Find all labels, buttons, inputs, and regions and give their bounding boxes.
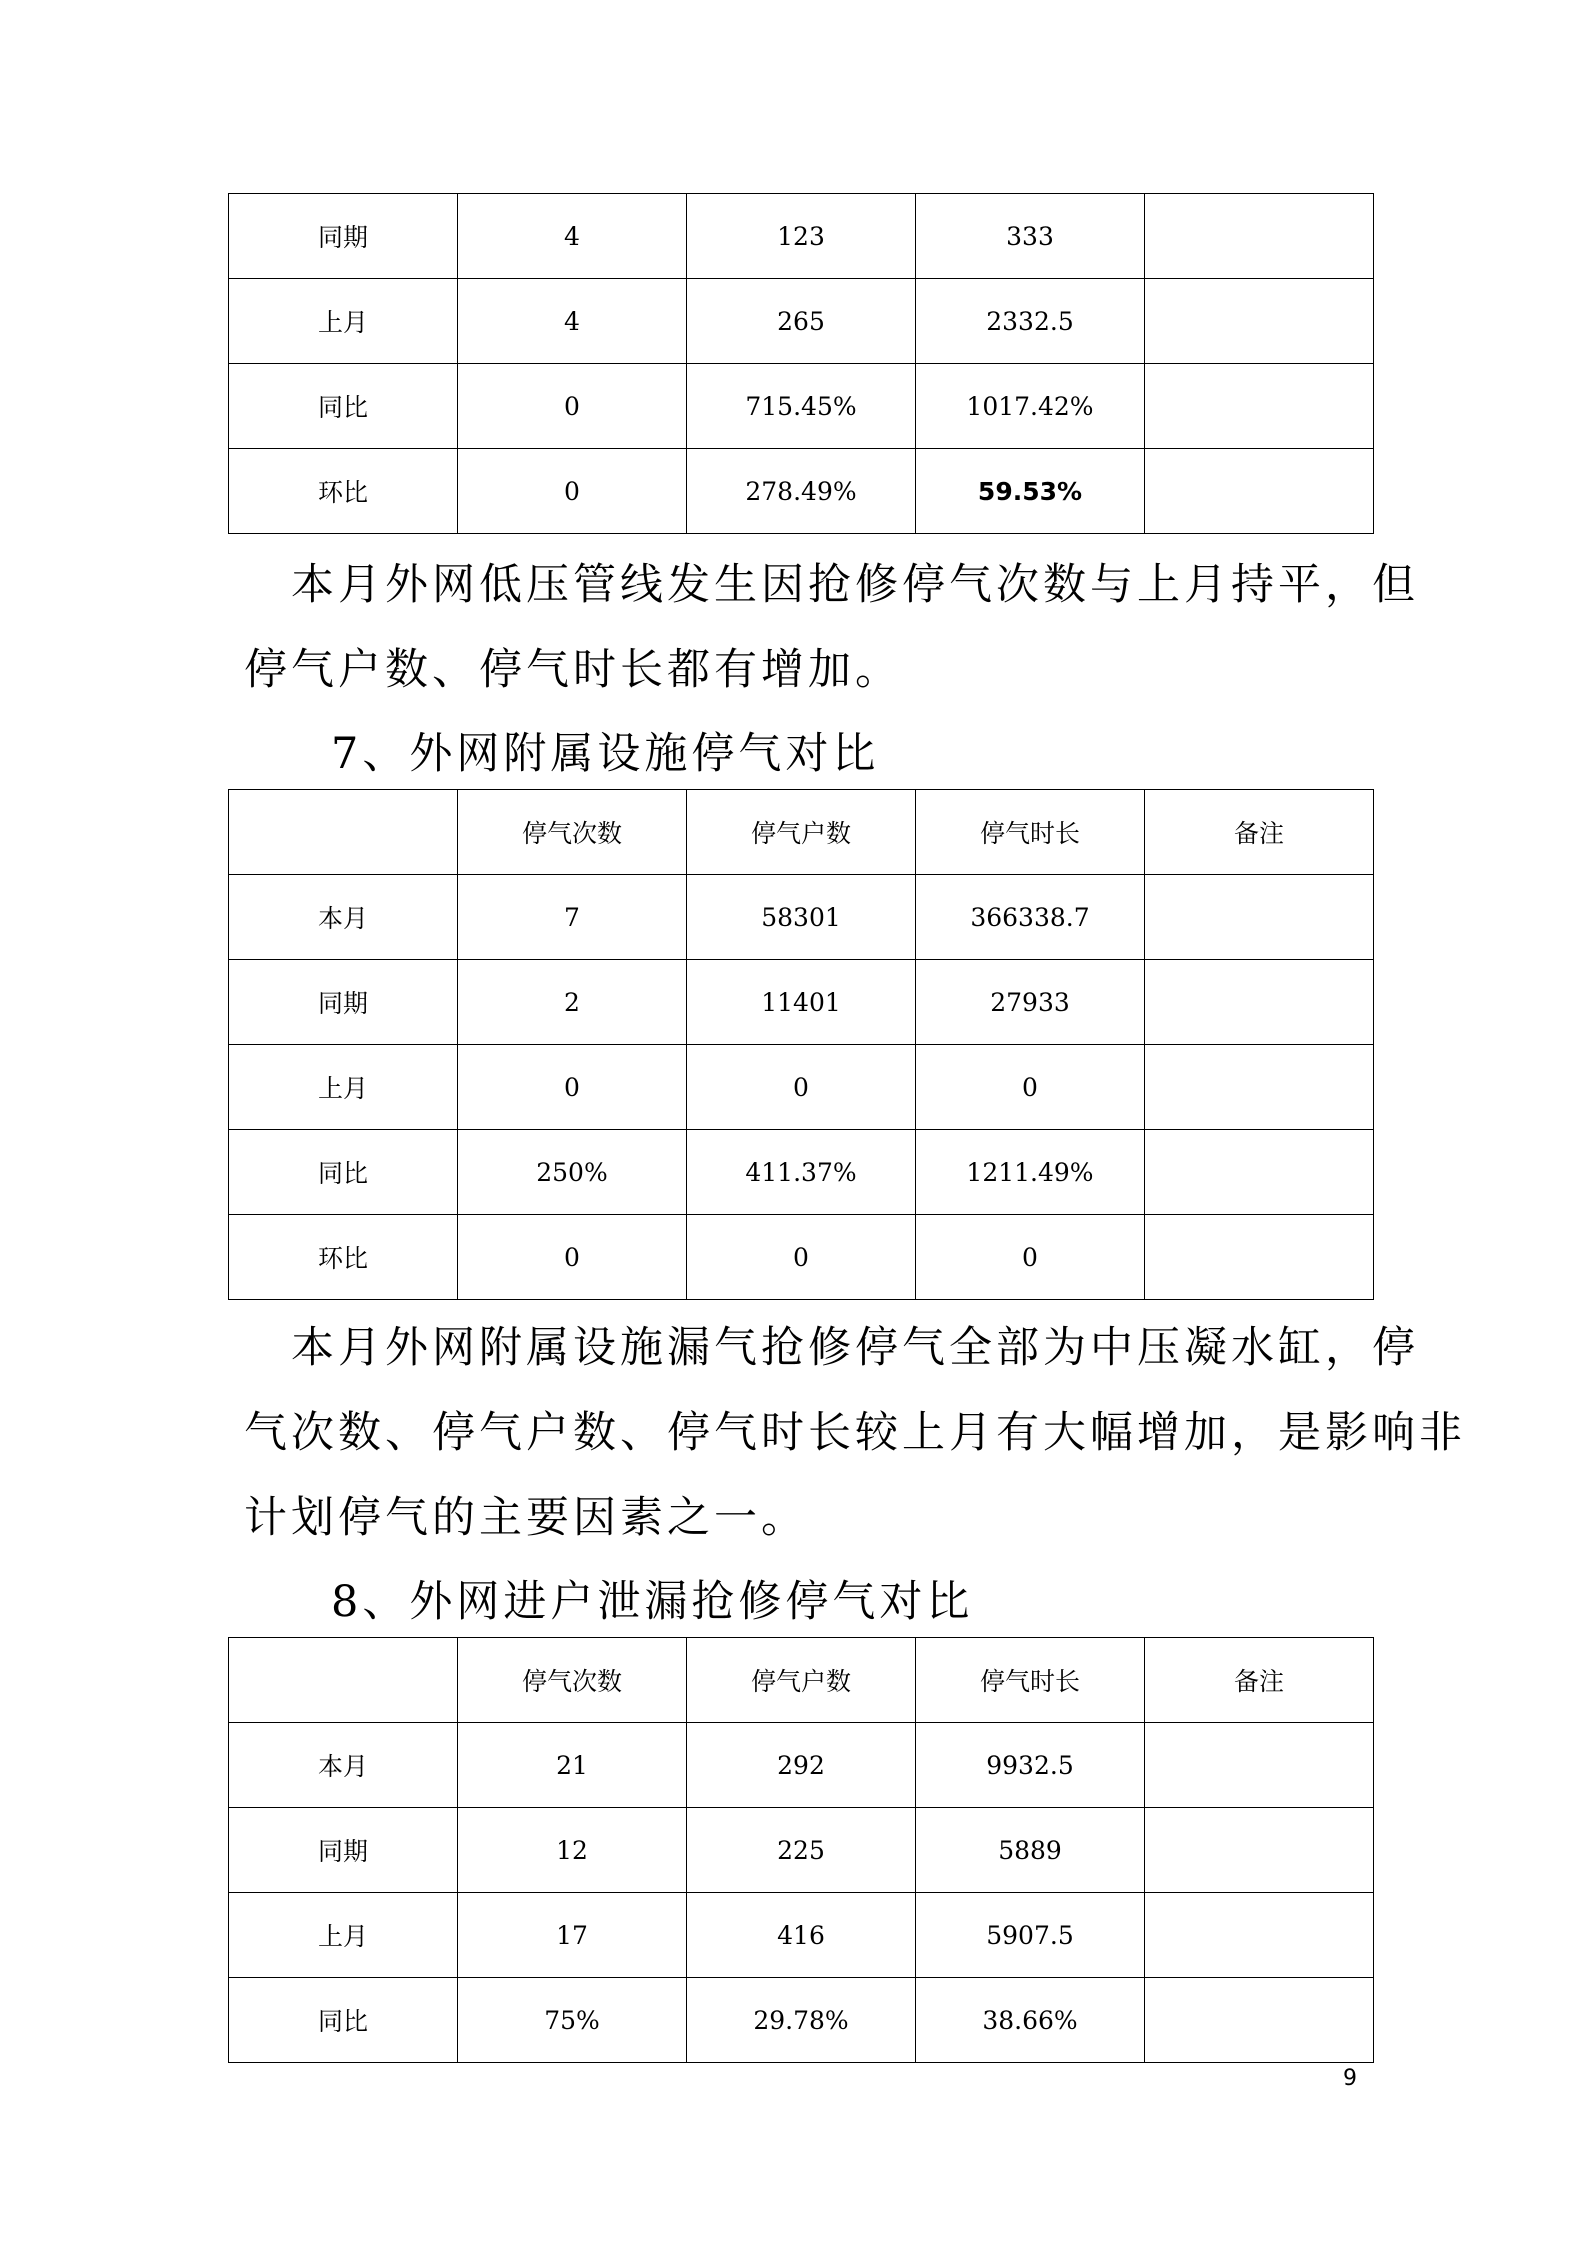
table-cell <box>1145 1893 1374 1978</box>
header-cell: 停气时长 <box>916 790 1145 875</box>
table-cell: 17 <box>458 1893 687 1978</box>
table-cell: 38.66% <box>916 1978 1145 2063</box>
table-cell: 416 <box>687 1893 916 1978</box>
table-cell <box>1145 194 1374 279</box>
table-row <box>229 279 1374 364</box>
row-label: 环比 <box>229 1215 458 1300</box>
paragraph-facilities-line3: 计划停气的主要因素之一。 <box>244 1493 808 1543</box>
section-heading-8: 8、外网进户泄漏抢修停气对比 <box>331 1577 974 1627</box>
table-cell: 411.37% <box>687 1130 916 1215</box>
table-cell: 292 <box>687 1723 916 1808</box>
table-row <box>229 875 1374 960</box>
header-cell: 停气次数 <box>458 1638 687 1723</box>
row-label: 上月 <box>229 1893 458 1978</box>
table-cell: 21 <box>458 1723 687 1808</box>
table-header-row <box>229 790 1374 875</box>
table-cell: 715.45% <box>687 364 916 449</box>
table-cell: 0 <box>458 1215 687 1300</box>
table-row <box>229 1808 1374 1893</box>
table-cell: 5907.5 <box>916 1893 1145 1978</box>
table-cell: 366338.7 <box>916 875 1145 960</box>
table-row <box>229 194 1374 279</box>
table-cell: 1017.42% <box>916 364 1145 449</box>
outage-table-low-pressure <box>228 193 1374 534</box>
table-cell: 2332.5 <box>916 279 1145 364</box>
table-cell: 58301 <box>687 875 916 960</box>
section-heading-7: 7、外网附属设施停气对比 <box>331 729 880 779</box>
table-row <box>229 1130 1374 1215</box>
table-cell <box>1145 449 1374 534</box>
table-cell: 250% <box>458 1130 687 1215</box>
table-cell: 27933 <box>916 960 1145 1045</box>
table-cell: 123 <box>687 194 916 279</box>
table-row <box>229 1723 1374 1808</box>
table-cell: 4 <box>458 194 687 279</box>
table-cell <box>1145 1215 1374 1300</box>
row-label: 同比 <box>229 1978 458 2063</box>
outage-table-household-leak <box>228 1637 1374 2063</box>
table-cell: 5889 <box>916 1808 1145 1893</box>
header-cell: 停气次数 <box>458 790 687 875</box>
row-label: 同比 <box>229 1130 458 1215</box>
header-cell: 停气户数 <box>687 1638 916 1723</box>
table-row <box>229 1045 1374 1130</box>
table-cell: 0 <box>687 1045 916 1130</box>
header-cell: 备注 <box>1145 1638 1374 1723</box>
header-cell: 备注 <box>1145 790 1374 875</box>
table-cell <box>1145 1808 1374 1893</box>
paragraph-facilities-line1: 本月外网附属设施漏气抢修停气全部为中压凝水缸，停 <box>244 1323 1419 1373</box>
table-cell: 75% <box>458 1978 687 2063</box>
table-cell: 4 <box>458 279 687 364</box>
table-header-row <box>229 1638 1374 1723</box>
header-cell <box>229 1638 458 1723</box>
table-cell: 225 <box>687 1808 916 1893</box>
table-cell <box>1145 1978 1374 2063</box>
row-label: 同期 <box>229 194 458 279</box>
row-label: 上月 <box>229 1045 458 1130</box>
header-cell: 停气时长 <box>916 1638 1145 1723</box>
table-cell: 0 <box>916 1045 1145 1130</box>
paragraph-facilities-line2: 气次数、停气户数、停气时长较上月有大幅增加，是影响非 <box>244 1408 1466 1458</box>
page-number: 9 <box>1343 2066 1357 2091</box>
table-cell <box>1145 1045 1374 1130</box>
table-cell: 7 <box>458 875 687 960</box>
table-cell: 333 <box>916 194 1145 279</box>
header-cell <box>229 790 458 875</box>
table-row <box>229 1978 1374 2063</box>
row-label: 本月 <box>229 875 458 960</box>
row-label: 同期 <box>229 1808 458 1893</box>
table-cell <box>1145 960 1374 1045</box>
table-cell: 0 <box>458 1045 687 1130</box>
row-label: 同比 <box>229 364 458 449</box>
table-cell: 12 <box>458 1808 687 1893</box>
table-row <box>229 364 1374 449</box>
row-label: 环比 <box>229 449 458 534</box>
table-cell <box>1145 279 1374 364</box>
table-cell: 0 <box>916 1215 1145 1300</box>
row-label: 同期 <box>229 960 458 1045</box>
table-row <box>229 960 1374 1045</box>
table-cell <box>1145 875 1374 960</box>
table-cell: 0 <box>458 449 687 534</box>
outage-table-facilities <box>228 789 1374 1300</box>
table-row <box>229 1215 1374 1300</box>
row-label: 上月 <box>229 279 458 364</box>
table-cell: 2 <box>458 960 687 1045</box>
table-cell: 265 <box>687 279 916 364</box>
table-cell: 0 <box>458 364 687 449</box>
paragraph-low-pressure-line2: 停气户数、停气时长都有增加。 <box>244 645 902 695</box>
table-cell: 59.53% <box>916 449 1145 534</box>
row-label: 本月 <box>229 1723 458 1808</box>
table-cell <box>1145 364 1374 449</box>
table-cell: 278.49% <box>687 449 916 534</box>
paragraph-low-pressure-line1: 本月外网低压管线发生因抢修停气次数与上月持平，但 <box>244 560 1419 610</box>
table-row <box>229 1893 1374 1978</box>
table-cell <box>1145 1130 1374 1215</box>
table-cell: 11401 <box>687 960 916 1045</box>
table-row <box>229 449 1374 534</box>
table-cell: 0 <box>687 1215 916 1300</box>
table-cell <box>1145 1723 1374 1808</box>
table-cell: 9932.5 <box>916 1723 1145 1808</box>
table-cell: 29.78% <box>687 1978 916 2063</box>
table-cell: 1211.49% <box>916 1130 1145 1215</box>
header-cell: 停气户数 <box>687 790 916 875</box>
